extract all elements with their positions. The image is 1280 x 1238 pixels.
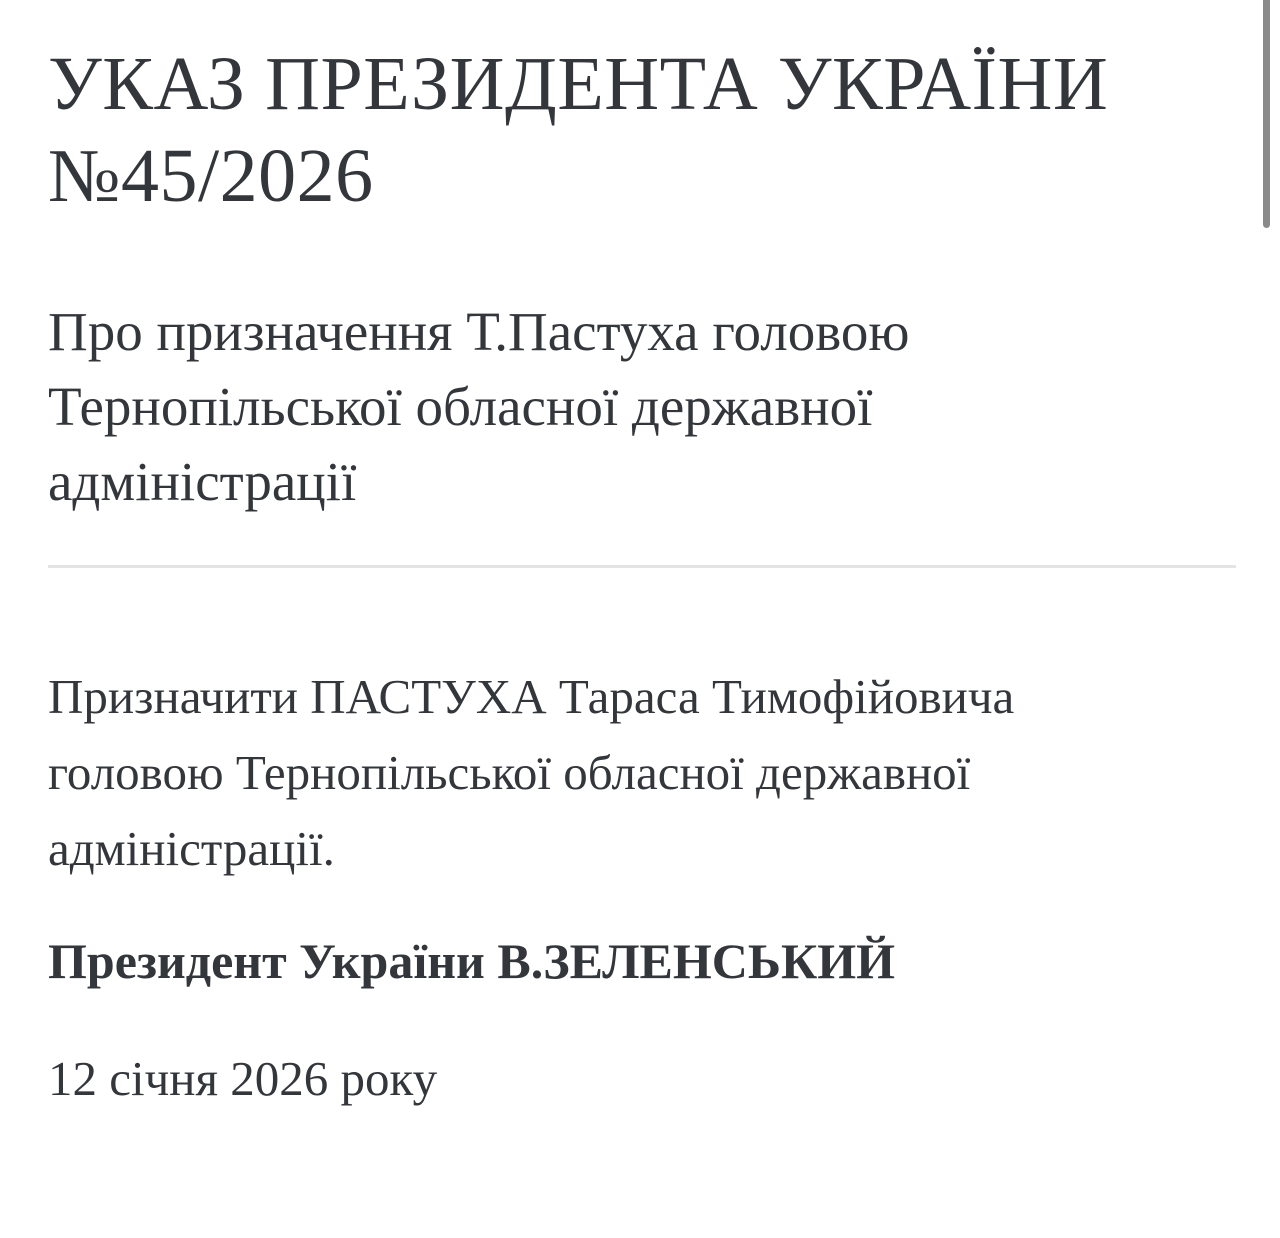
decree-subtitle-line-3: адміністрації — [48, 451, 357, 512]
decree-body-line-3: адміністрації. — [48, 821, 335, 876]
signature-line: Президент України В.ЗЕЛЕНСЬКИЙ — [48, 933, 895, 989]
decree-body — [48, 659, 1236, 887]
scrollbar-thumb[interactable] — [1263, 0, 1270, 228]
section-divider — [48, 565, 1236, 568]
decree-title — [48, 38, 1236, 222]
decree-date: 12 січня 2026 року — [48, 1051, 438, 1106]
decree-subtitle-line-2: Тернопільської обласної державної — [48, 376, 873, 437]
decree-subtitle — [48, 294, 1236, 519]
decree-subtitle-line-1: Про призначення Т.Пастуха головою — [48, 301, 910, 362]
decree-body-line-1: Призначити ПАСТУХА Тараса Тимофійовича — [48, 669, 1015, 724]
decree-body-line-2: головою Тернопільської обласної державної — [48, 745, 971, 800]
decree-number: №45/2026 — [48, 134, 374, 218]
decree-title-line-1: УКАЗ ПРЕЗИДЕНТА УКРАЇНИ — [48, 42, 1109, 126]
